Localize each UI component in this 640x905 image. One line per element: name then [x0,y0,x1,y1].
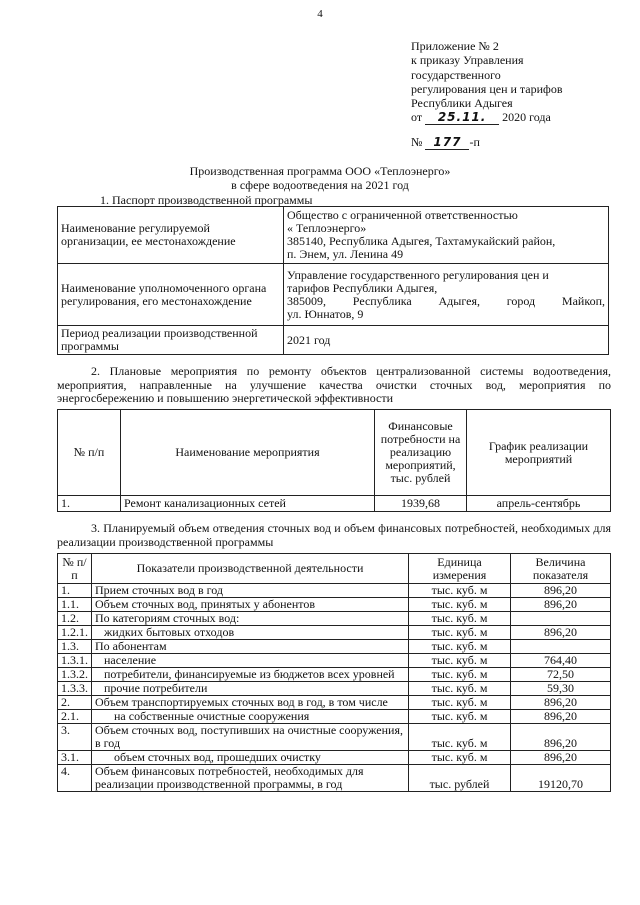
appendix-line: Приложение № 2 [411,39,499,53]
cell-indicator: Объем сточных вод, принятых у абонентов [92,598,409,612]
appendix-line: Республики Адыгея [411,96,513,111]
table-row [58,640,611,654]
appendix-block [411,39,621,150]
cell-num: 1.3.2. [58,668,92,682]
cell-value: 896,20 [511,584,611,598]
passport-table [57,206,609,355]
cell-unit: тыс. куб. м [409,626,511,640]
col-header-schedule: График реализации мероприятий [467,410,611,496]
passport-value: 2021 год [284,326,609,355]
cell-unit: тыс. куб. м [409,682,511,696]
order-date: от 25.11. 2020 года [411,110,551,125]
table-row [58,496,611,512]
cell-num: 2.1. [58,710,92,724]
table-row [58,326,609,355]
passport-label: Период реализации производственной программы [58,326,284,355]
table-row [58,668,611,682]
cell-value: 19120,70 [511,765,611,792]
cell-name: Ремонт канализационных сетей [121,496,375,512]
table-header-row [58,410,611,496]
cell-num: 3. [58,724,92,751]
cell-indicator: Объем сточных вод, поступивших на очистные сооружения, в год [92,724,409,751]
cell-value: 896,20 [511,710,611,724]
cell-value: 59,30 [511,682,611,696]
table-row [58,207,609,264]
cell-unit: тыс. рублей [409,765,511,792]
table-row [58,654,611,668]
col-header-value: Величина показателя [511,554,611,584]
cell-indicator: По категориям сточных вод: [92,612,409,626]
indicators-body [58,584,611,792]
col-header-indicator: Показатели производственной деятельности [92,554,409,584]
appendix-line: к приказу Управления [411,53,524,68]
cell-unit: тыс. куб. м [409,598,511,612]
cell-num: 1. [58,496,121,512]
col-header-amount: Финансовые потребности на реализацию мероприятий, тыс. рублей [375,410,467,496]
cell-indicator: потребители, финансируемые из бюджетов всех уровней [92,668,409,682]
col-header-unit: Единица измерения [409,554,511,584]
table-row [58,724,611,751]
cell-unit: тыс. куб. м [409,724,511,751]
table-row [58,264,609,326]
cell-unit: тыс. куб. м [409,668,511,682]
cell-num: 1.2.1. [58,626,92,640]
cell-num: 1.3. [58,640,92,654]
cell-indicator: Прием сточных вод в год [92,584,409,598]
passport-label: Наименование уполномоченного органа регулирования, его местонахождение [58,264,284,326]
handwritten-date: 25.11. [425,111,499,125]
cell-schedule: апрель-сентябрь [467,496,611,512]
cell-indicator: на собственные очистные сооружения [92,710,409,724]
cell-num: 1.3.1. [58,654,92,668]
cell-indicator: население [92,654,409,668]
cell-value: 896,20 [511,696,611,710]
cell-num: 1.3.3. [58,682,92,696]
cell-indicator: объем сточных вод, прошедших очистку [92,751,409,765]
table-row [58,626,611,640]
measures-table [57,409,611,512]
program-subtitle: в сфере водоотведения на 2021 год [231,178,409,192]
table-row [58,751,611,765]
cell-indicator: Объем транспортируемых сточных вод в год, в том числе [92,696,409,710]
table-row [58,696,611,710]
cell-amount: 1939,68 [375,496,467,512]
cell-num: 4. [58,765,92,792]
cell-unit: тыс. куб. м [409,751,511,765]
cell-indicator: прочие потребители [92,682,409,696]
page-number: 4 [317,8,323,20]
section3-paragraph: 3. Планируемый объем отведения сточных вод и объем финансовых потребностей, необходимых для реализации производственной программы [57,521,611,549]
cell-unit: тыс. куб. м [409,640,511,654]
section1-heading: 1. Паспорт производственной программы [100,193,313,207]
col-header-num: № п/п [58,410,121,496]
cell-value: 764,40 [511,654,611,668]
cell-value [511,612,611,626]
program-title: Производственная программа ООО «Теплоэнерго» [189,164,451,178]
cell-value: 896,20 [511,598,611,612]
cell-num: 1.2. [58,612,92,626]
cell-num: 3.1. [58,751,92,765]
cell-num: 1.1. [58,598,92,612]
order-number: № 177 -п [411,135,480,150]
cell-indicator: Объем финансовых потребностей, необходимых для реализации производственной программы, в год [92,765,409,792]
cell-value: 896,20 [511,751,611,765]
passport-label: Наименование регулируемой организации, ее местонахождение [58,207,284,264]
table-row [58,598,611,612]
appendix-line: регулирования цен и тарифов [411,81,563,96]
cell-unit: тыс. куб. м [409,710,511,724]
cell-value: 896,20 [511,724,611,751]
cell-value: 72,50 [511,668,611,682]
appendix-line: государственного [411,67,501,82]
col-header-num: № п/п [58,554,92,584]
table-row [58,710,611,724]
table-row [58,682,611,696]
passport-value: Общество с ограниченной ответственностью « Теплоэнерго» 385140, Республика Адыгея, Тахтамукайский район, п. Энем, ул. Ленина 49 [284,207,609,264]
cell-num: 2. [58,696,92,710]
cell-value [511,640,611,654]
cell-unit: тыс. куб. м [409,584,511,598]
table-header-row [58,554,611,584]
cell-unit: тыс. куб. м [409,612,511,626]
table-row [58,612,611,626]
cell-indicator: жидких бытовых отходов [92,626,409,640]
indicators-table [57,553,611,792]
section2-paragraph: 2. Плановые мероприятия по ремонту объектов централизованной системы водоотведения, мероприятия, направленные на улучшение качества очистки сточных вод, мероприятия по энергосбережению и повышению энергетической эффективности [57,364,611,405]
cell-indicator: По абонентам [92,640,409,654]
table-row [58,765,611,792]
table-row [58,584,611,598]
cell-value: 896,20 [511,626,611,640]
handwritten-number: 177 [425,136,469,150]
cell-unit: тыс. куб. м [409,696,511,710]
passport-value: Управление государственного регулирования цен и тарифов Республики Адыгея, 385009, Республика Адыгея, город Майкоп, ул. Юннатов, 9 [284,264,609,326]
cell-num: 1. [58,584,92,598]
col-header-name: Наименование мероприятия [121,410,375,496]
cell-unit: тыс. куб. м [409,654,511,668]
